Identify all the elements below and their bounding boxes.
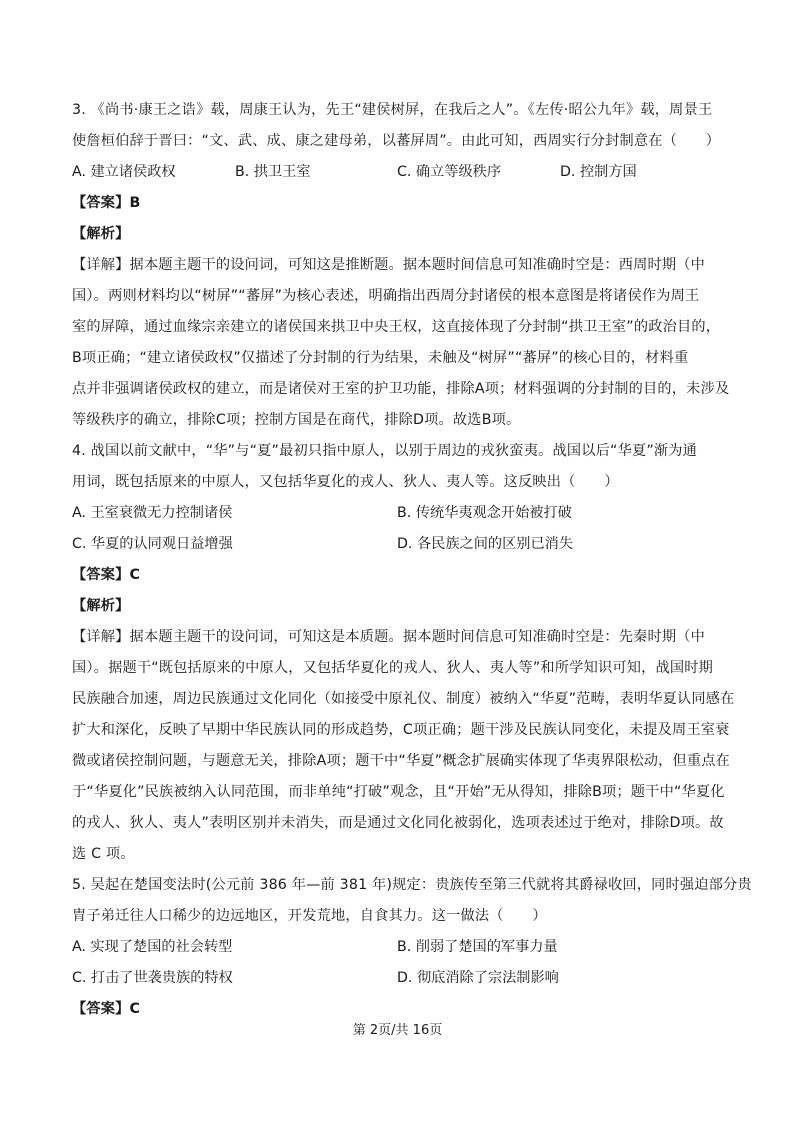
page-footer: 第 2页/共 16页 bbox=[352, 1023, 443, 1038]
question-4-detail-line-1: 【详解】据本题主题干的设问词，可知这是本质题。据本题时间信息可知准确时空是：先秦时期（中 bbox=[72, 629, 706, 645]
question-4-stem-line-2: 用词，既包括原来的中原人，又包括华夏化的戎人、狄人、夷人等。这反映出（ ） bbox=[72, 474, 619, 490]
question-4-detail-line-6: 于“华夏化”民族被纳入认同范围，而非单纯“打破”观念，且“开始”无从得知，排除B项；题干中“华夏化 bbox=[72, 784, 725, 800]
question-3-stem-line-1: 3. 《尚书·康王之诰》载，周康王认为，先王“建侯树屏，在我后之人”。《左传·昭公九年》载，周景王 bbox=[72, 102, 713, 118]
question-4-detail-line-3: 民族融合加速，周边民族通过文化同化（如接受中原礼仪、制度）被纳入“华夏”范畴，表明华夏认同感在 bbox=[72, 691, 735, 707]
question-3-detail-line-4: B项正确；“建立诸侯政权”仅描述了分封制的行为结果，未触及“树屏”“蕃屏”的核心目的，材料重 bbox=[72, 350, 689, 366]
question-5-options-row-2 bbox=[72, 963, 722, 994]
question-3-analysis-label: 【解析】 bbox=[72, 226, 130, 242]
question-3-detail-line-3: 室的屏障，通过血缘宗亲建立的诸侯国来拱卫中央王权，这直接体现了分封制“拱卫王室”的政治目的， bbox=[72, 319, 721, 335]
question-4-analysis-label: 【解析】 bbox=[72, 598, 130, 614]
question-5-stem-line-2: 胄子弟迁往人口稀少的边远地区，开发荒地，自食其力。这一做法（ ） bbox=[72, 908, 547, 924]
question-4-options-row-1 bbox=[72, 498, 722, 529]
question-3-option-b: B. 拱卫王室 bbox=[235, 164, 311, 180]
question-3-option-a: A. 建立诸侯政权 bbox=[72, 164, 176, 180]
question-4-detail-line-2: 国）。据题干“既包括原来的中原人，又包括华夏化的戎人、狄人、夷人等”和所学知识可知，战国时期 bbox=[72, 660, 714, 676]
question-3-answer: 【答案】B bbox=[72, 195, 141, 211]
question-3-stem-line-2: 使詹桓伯辞于晋曰：“文、武、成、康之建母弟，以蕃屏周”。由此可知，西周实行分封制意在（ ） bbox=[72, 133, 721, 149]
question-4-stem-line-1: 4. 战国以前文献中，“华”与“夏”最初只指中原人，以别于周边的戎狄蛮夷。战国以后“华夏”渐为通 bbox=[72, 443, 698, 459]
question-5-option-c: C. 打击了世袭贵族的特权 bbox=[72, 970, 233, 986]
question-4-detail-line-7: 的戎人、狄人、夷人”表明区别并未消失，而是通过文化同化被弱化，选项表述过于绝对，排除D项。故 bbox=[72, 815, 724, 831]
question-4-option-a: A. 王室衰微无力控制诸侯 bbox=[72, 505, 233, 521]
question-4-detail-line-8: 选 C 项。 bbox=[72, 846, 135, 862]
question-3-detail-line-1: 【详解】据本题主题干的设问词，可知这是推断题。据本题时间信息可知准确时空是：西周时期（中 bbox=[72, 257, 706, 273]
question-4-detail-line-4: 扩大和深化，反映了早期中华民族认同的形成趋势，C项正确；题干涉及民族认同变化，未提及周王室衰 bbox=[72, 722, 730, 738]
question-4 bbox=[72, 436, 735, 870]
question-5-option-a: A. 实现了楚国的社会转型 bbox=[72, 939, 233, 955]
question-4-answer: 【答案】C bbox=[72, 567, 141, 583]
question-3-option-d: D. 控制方国 bbox=[560, 164, 637, 180]
question-3-options bbox=[72, 157, 722, 188]
question-4-detail-line-5: 微或诸侯控制问题，与题意无关，排除A项；题干中“华夏”概念扩展确实体现了华夷界限松动，但重点在 bbox=[72, 753, 731, 769]
question-5-option-d: D. 彻底消除了宗法制影响 bbox=[397, 970, 559, 986]
question-3-detail-line-2: 国）。两则材料均以“树屏”“蕃屏”为核心表述，明确指出西周分封诸侯的根本意图是将诸侯作为周王 bbox=[72, 288, 700, 304]
question-3-option-c: C. 确立等级秩序 bbox=[397, 164, 502, 180]
question-4-options-row-2 bbox=[72, 529, 722, 560]
question-3 bbox=[72, 95, 730, 436]
question-3-detail-line-6: 等级秩序的确立，排除C项；控制方国是在商代，排除D项。故选B项。 bbox=[72, 412, 521, 428]
question-5-answer: 【答案】C bbox=[72, 1001, 141, 1017]
question-4-option-d: D. 各民族之间的区别已消失 bbox=[397, 536, 574, 552]
question-5-stem-line-1: 5. 吴起在楚国变法时(公元前 386 年—前 381 年)规定：贵族传至第三代就将其爵禄收回，同时强迫部分贵 bbox=[72, 877, 752, 893]
question-5-option-b: B. 削弱了楚国的军事力量 bbox=[397, 939, 558, 955]
question-4-option-b: B. 传统华夷观念开始被打破 bbox=[397, 505, 572, 521]
question-3-detail-line-5: 点并非强调诸侯政权的建立，而是诸侯对王室的护卫功能，排除A项；材料强调的分封制的目的，未涉及 bbox=[72, 381, 730, 397]
question-4-option-c: C. 华夏的认同观日益增强 bbox=[72, 536, 233, 552]
question-5-options-row-1 bbox=[72, 932, 722, 963]
question-5 bbox=[72, 870, 752, 1025]
